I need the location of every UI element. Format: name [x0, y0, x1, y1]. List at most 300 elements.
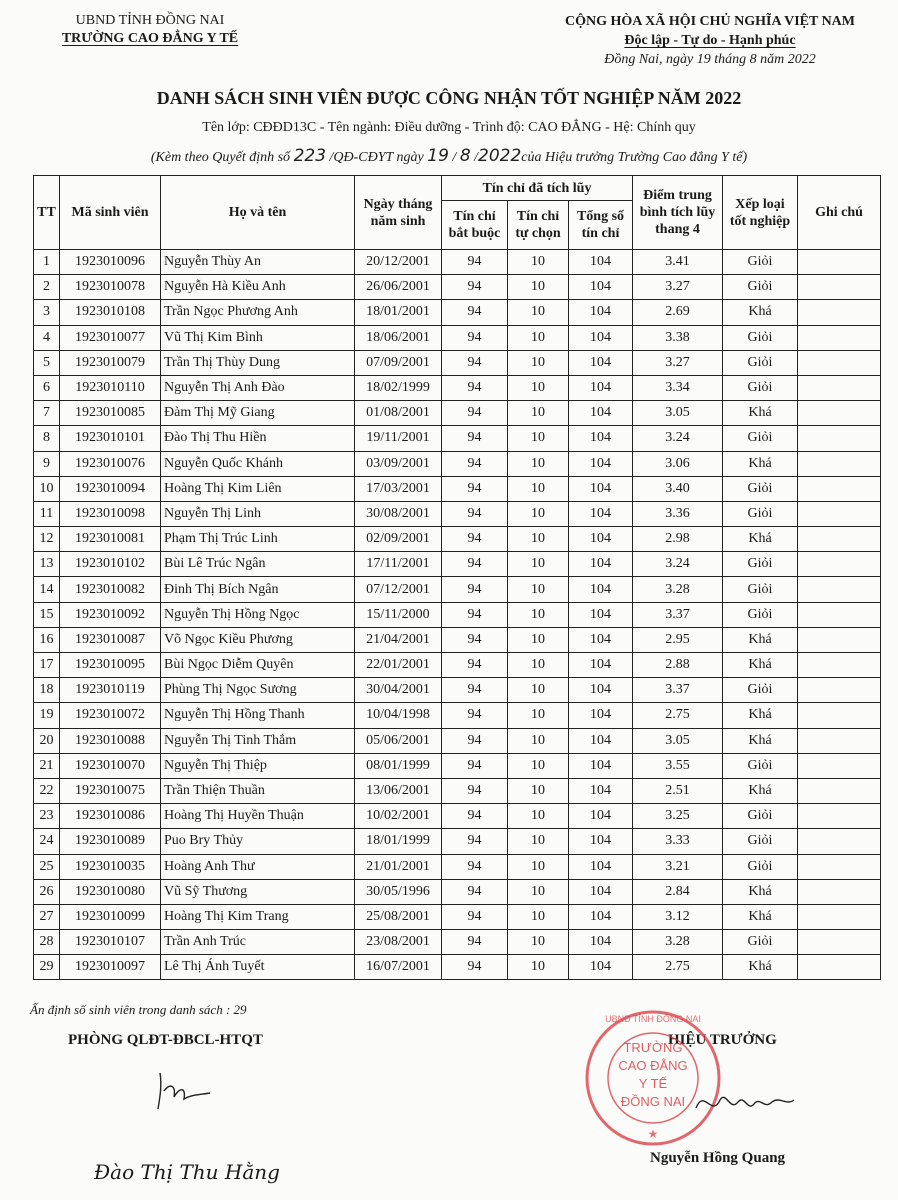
- full-name-cell: Vũ Sỹ Thương: [161, 879, 355, 904]
- full-name-cell: Trần Ngọc Phương Anh: [161, 300, 355, 325]
- issuer-block: [20, 12, 280, 48]
- credits-elective-cell: 10: [508, 653, 569, 678]
- credits-total-cell: 104: [569, 426, 633, 451]
- graduate-table: [33, 175, 881, 980]
- student-id-cell: 1923010086: [60, 804, 161, 829]
- credits-elective-cell: 10: [508, 753, 569, 778]
- credits-total-cell: 104: [569, 300, 633, 325]
- credits-required-cell: 94: [442, 829, 508, 854]
- header-tt: TT: [34, 176, 60, 250]
- birth-date-cell: 10/02/2001: [355, 804, 442, 829]
- credits-elective-cell: 10: [508, 300, 569, 325]
- birth-date-cell: 02/09/2001: [355, 527, 442, 552]
- gpa-cell: 3.37: [633, 678, 723, 703]
- credits-elective-cell: 10: [508, 778, 569, 803]
- note-cell: [798, 451, 881, 476]
- credits-required-cell: 94: [442, 753, 508, 778]
- birth-date-cell: 05/06/2001: [355, 728, 442, 753]
- table-body: [34, 250, 881, 980]
- tt-cell: 12: [34, 527, 60, 552]
- student-id-cell: 1923010035: [60, 854, 161, 879]
- rank-cell: Giỏi: [723, 426, 798, 451]
- gpa-cell: 3.25: [633, 804, 723, 829]
- table-row: [34, 778, 881, 803]
- credits-required-cell: 94: [442, 401, 508, 426]
- birth-date-cell: 10/04/1998: [355, 703, 442, 728]
- full-name-cell: Nguyễn Thị Hồng Ngọc: [161, 602, 355, 627]
- note-cell: [798, 300, 881, 325]
- table-row: [34, 678, 881, 703]
- gpa-cell: 3.27: [633, 350, 723, 375]
- note-cell: [798, 904, 881, 929]
- credits-required-cell: 94: [442, 250, 508, 275]
- credits-elective-cell: 10: [508, 451, 569, 476]
- credits-elective-cell: 10: [508, 804, 569, 829]
- birth-date-cell: 18/01/2001: [355, 300, 442, 325]
- credits-elective-cell: 10: [508, 275, 569, 300]
- student-id-cell: 1923010075: [60, 778, 161, 803]
- rank-cell: Giỏi: [723, 829, 798, 854]
- table-row: [34, 375, 881, 400]
- gpa-cell: 2.51: [633, 778, 723, 803]
- gpa-cell: 3.28: [633, 577, 723, 602]
- tt-cell: 22: [34, 778, 60, 803]
- rank-cell: Giỏi: [723, 854, 798, 879]
- birth-date-cell: 13/06/2001: [355, 778, 442, 803]
- full-name-cell: Hoàng Thị Kim Liên: [161, 476, 355, 501]
- table-row: [34, 350, 881, 375]
- student-id-cell: 1923010085: [60, 401, 161, 426]
- table-row: [34, 955, 881, 980]
- rank-cell: Giỏi: [723, 552, 798, 577]
- table-row: [34, 879, 881, 904]
- birth-date-cell: 23/08/2001: [355, 930, 442, 955]
- credits-required-cell: 94: [442, 375, 508, 400]
- gpa-cell: 2.84: [633, 879, 723, 904]
- decision-prefix: (Kèm theo Quyết định số: [150, 150, 291, 165]
- credits-required-cell: 94: [442, 602, 508, 627]
- table-row: [34, 829, 881, 854]
- rank-cell: Khá: [723, 527, 798, 552]
- credits-required-cell: 94: [442, 577, 508, 602]
- note-cell: [798, 955, 881, 980]
- credits-required-cell: 94: [442, 955, 508, 980]
- note-cell: [798, 627, 881, 652]
- student-id-cell: 1923010098: [60, 501, 161, 526]
- tt-cell: 25: [34, 854, 60, 879]
- tt-cell: 10: [34, 476, 60, 501]
- gpa-cell: 3.38: [633, 325, 723, 350]
- credits-total-cell: 104: [569, 451, 633, 476]
- credits-elective-cell: 10: [508, 703, 569, 728]
- credits-required-cell: 94: [442, 930, 508, 955]
- tt-cell: 21: [34, 753, 60, 778]
- note-cell: [798, 577, 881, 602]
- credits-total-cell: 104: [569, 627, 633, 652]
- student-id-cell: 1923010078: [60, 275, 161, 300]
- full-name-cell: Nguyễn Thị Hồng Thanh: [161, 703, 355, 728]
- credits-required-cell: 94: [442, 300, 508, 325]
- note-cell: [798, 325, 881, 350]
- birth-date-cell: 30/05/1996: [355, 879, 442, 904]
- gpa-cell: 2.88: [633, 653, 723, 678]
- rank-cell: Khá: [723, 703, 798, 728]
- table-row: [34, 501, 881, 526]
- rank-cell: Khá: [723, 728, 798, 753]
- svg-text:Y TẾ: Y TẾ: [638, 1076, 668, 1091]
- birth-date-cell: 25/08/2001: [355, 904, 442, 929]
- student-id-cell: 1923010081: [60, 527, 161, 552]
- full-name-cell: Nguyễn Quốc Khánh: [161, 451, 355, 476]
- note-cell: [798, 728, 881, 753]
- birth-date-cell: 07/09/2001: [355, 350, 442, 375]
- credits-total-cell: 104: [569, 375, 633, 400]
- credits-required-cell: 94: [442, 350, 508, 375]
- date-line: Đồng Nai, ngày 19 tháng 8 năm 2022: [604, 52, 816, 67]
- student-id-cell: 1923010077: [60, 325, 161, 350]
- credits-elective-cell: 10: [508, 678, 569, 703]
- table-row: [34, 401, 881, 426]
- credits-total-cell: 104: [569, 250, 633, 275]
- table-row: [34, 627, 881, 652]
- table-row: [34, 804, 881, 829]
- birth-date-cell: 26/06/2001: [355, 275, 442, 300]
- credits-total-cell: 104: [569, 804, 633, 829]
- full-name-cell: Bùi Ngọc Diễm Quyên: [161, 653, 355, 678]
- full-name-cell: Puo Bry Thủy: [161, 829, 355, 854]
- table-row: [34, 476, 881, 501]
- birth-date-cell: 17/03/2001: [355, 476, 442, 501]
- full-name-cell: Hoàng Thị Huyền Thuận: [161, 804, 355, 829]
- birth-date-cell: 15/11/2000: [355, 602, 442, 627]
- credits-total-cell: 104: [569, 501, 633, 526]
- credits-total-cell: 104: [569, 325, 633, 350]
- tt-cell: 14: [34, 577, 60, 602]
- tt-cell: 15: [34, 602, 60, 627]
- rank-cell: Giỏi: [723, 804, 798, 829]
- credits-required-cell: 94: [442, 627, 508, 652]
- table-row: [34, 728, 881, 753]
- svg-text:ĐỒNG NAI: ĐỒNG NAI: [620, 1094, 686, 1109]
- rank-cell: Giỏi: [723, 350, 798, 375]
- rank-cell: Khá: [723, 778, 798, 803]
- gpa-cell: 3.27: [633, 275, 723, 300]
- full-name-cell: Nguyễn Hà Kiều Anh: [161, 275, 355, 300]
- header-full-name: Họ và tên: [161, 176, 355, 250]
- decision-suffix: của Hiệu trưởng Trường Cao đẳng Y tế): [521, 150, 748, 165]
- full-name-cell: Phạm Thị Trúc Linh: [161, 527, 355, 552]
- student-id-cell: 1923010099: [60, 904, 161, 929]
- birth-date-cell: 21/01/2001: [355, 854, 442, 879]
- birth-date-cell: 16/07/2001: [355, 955, 442, 980]
- student-id-cell: 1923010107: [60, 930, 161, 955]
- credits-elective-cell: 10: [508, 930, 569, 955]
- tt-cell: 5: [34, 350, 60, 375]
- credits-total-cell: 104: [569, 703, 633, 728]
- full-name-cell: Nguyễn Thị Linh: [161, 501, 355, 526]
- student-id-cell: 1923010080: [60, 879, 161, 904]
- rank-cell: Giỏi: [723, 476, 798, 501]
- credits-required-cell: 94: [442, 501, 508, 526]
- birth-date-cell: 08/01/1999: [355, 753, 442, 778]
- header-note: Ghi chú: [798, 176, 881, 250]
- decision-number: 223: [293, 146, 327, 166]
- table-row: [34, 250, 881, 275]
- tt-cell: 19: [34, 703, 60, 728]
- credits-required-cell: 94: [442, 678, 508, 703]
- gpa-cell: 3.24: [633, 426, 723, 451]
- note-cell: [798, 426, 881, 451]
- issuer-school: TRƯỜNG CAO ĐẲNG Y TẾ: [61, 31, 239, 46]
- tt-cell: 13: [34, 552, 60, 577]
- rank-cell: Khá: [723, 627, 798, 652]
- header-rank: Xếp loại tốt nghiệp: [723, 176, 798, 250]
- full-name-cell: Phùng Thị Ngọc Sương: [161, 678, 355, 703]
- table-row: [34, 854, 881, 879]
- credits-elective-cell: 10: [508, 854, 569, 879]
- student-id-cell: 1923010097: [60, 955, 161, 980]
- department-title: PHÒNG QLĐT-ĐBCL-HTQT: [68, 1032, 263, 1048]
- note-cell: [798, 527, 881, 552]
- credits-elective-cell: 10: [508, 325, 569, 350]
- rank-cell: Giỏi: [723, 501, 798, 526]
- table-row: [34, 426, 881, 451]
- tt-cell: 20: [34, 728, 60, 753]
- country-name: CỘNG HÒA XÃ HỘI CHỦ NGHĨA VIỆT NAM: [564, 14, 855, 29]
- credits-total-cell: 104: [569, 930, 633, 955]
- full-name-cell: Nguyễn Thùy An: [161, 250, 355, 275]
- tt-cell: 3: [34, 300, 60, 325]
- tt-cell: 17: [34, 653, 60, 678]
- credits-total-cell: 104: [569, 678, 633, 703]
- full-name-cell: Đào Thị Thu Hiền: [161, 426, 355, 451]
- gpa-cell: 3.34: [633, 375, 723, 400]
- table-row: [34, 653, 881, 678]
- rank-cell: Giỏi: [723, 375, 798, 400]
- header-credits-group: Tín chỉ đã tích lũy: [442, 176, 633, 201]
- credits-total-cell: 104: [569, 728, 633, 753]
- credits-total-cell: 104: [569, 577, 633, 602]
- birth-date-cell: 18/06/2001: [355, 325, 442, 350]
- birth-date-cell: 30/08/2001: [355, 501, 442, 526]
- credits-total-cell: 104: [569, 879, 633, 904]
- principal-title: HIỆU TRƯỞNG: [668, 1032, 777, 1048]
- header-birth-date: Ngày tháng năm sinh: [355, 176, 442, 250]
- rank-cell: Giỏi: [723, 577, 798, 602]
- student-id-cell: 1923010096: [60, 250, 161, 275]
- birth-date-cell: 20/12/2001: [355, 250, 442, 275]
- dept-signature: [150, 1065, 220, 1115]
- table-row: [34, 552, 881, 577]
- gpa-cell: 2.75: [633, 703, 723, 728]
- tt-cell: 11: [34, 501, 60, 526]
- rank-cell: Giỏi: [723, 275, 798, 300]
- student-id-cell: 1923010110: [60, 375, 161, 400]
- header-credits-required: Tín chỉ bắt buộc: [442, 201, 508, 250]
- gpa-cell: 3.05: [633, 401, 723, 426]
- dept-signer-name: Đào Thị Thu Hằng: [94, 1160, 280, 1184]
- credits-required-cell: 94: [442, 804, 508, 829]
- gpa-cell: 3.40: [633, 476, 723, 501]
- note-cell: [798, 930, 881, 955]
- credits-required-cell: 94: [442, 879, 508, 904]
- credits-elective-cell: 10: [508, 250, 569, 275]
- credits-total-cell: 104: [569, 476, 633, 501]
- credits-elective-cell: 10: [508, 476, 569, 501]
- tt-cell: 28: [34, 930, 60, 955]
- birth-date-cell: 22/01/2001: [355, 653, 442, 678]
- credits-elective-cell: 10: [508, 602, 569, 627]
- credits-total-cell: 104: [569, 275, 633, 300]
- rank-cell: Giỏi: [723, 678, 798, 703]
- note-cell: [798, 829, 881, 854]
- header-student-id: Mã sinh viên: [60, 176, 161, 250]
- tt-cell: 18: [34, 678, 60, 703]
- credits-total-cell: 104: [569, 955, 633, 980]
- full-name-cell: Đàm Thị Mỹ Giang: [161, 401, 355, 426]
- credits-elective-cell: 10: [508, 879, 569, 904]
- credits-elective-cell: 10: [508, 829, 569, 854]
- full-name-cell: Vũ Thị Kim Bình: [161, 325, 355, 350]
- note-cell: [798, 703, 881, 728]
- student-id-cell: 1923010095: [60, 653, 161, 678]
- tt-cell: 26: [34, 879, 60, 904]
- svg-text:CAO ĐẲNG: CAO ĐẲNG: [618, 1058, 688, 1073]
- note-cell: [798, 753, 881, 778]
- rank-cell: Giỏi: [723, 753, 798, 778]
- tt-cell: 24: [34, 829, 60, 854]
- tt-cell: 9: [34, 451, 60, 476]
- full-name-cell: Đinh Thị Bích Ngân: [161, 577, 355, 602]
- header-credits-elective: Tín chỉ tự chọn: [508, 201, 569, 250]
- birth-date-cell: 21/04/2001: [355, 627, 442, 652]
- student-id-cell: 1923010108: [60, 300, 161, 325]
- note-cell: [798, 653, 881, 678]
- student-id-cell: 1923010072: [60, 703, 161, 728]
- rank-cell: Khá: [723, 401, 798, 426]
- student-id-cell: 1923010102: [60, 552, 161, 577]
- student-id-cell: 1923010088: [60, 728, 161, 753]
- decision-reference: [0, 146, 898, 166]
- birth-date-cell: 17/11/2001: [355, 552, 442, 577]
- tt-cell: 8: [34, 426, 60, 451]
- credits-total-cell: 104: [569, 602, 633, 627]
- credits-required-cell: 94: [442, 653, 508, 678]
- credits-elective-cell: 10: [508, 728, 569, 753]
- rank-cell: Giỏi: [723, 930, 798, 955]
- note-cell: [798, 879, 881, 904]
- note-cell: [798, 275, 881, 300]
- gpa-cell: 3.28: [633, 930, 723, 955]
- gpa-cell: 3.21: [633, 854, 723, 879]
- svg-text:★: ★: [647, 1127, 659, 1141]
- student-id-cell: 1923010070: [60, 753, 161, 778]
- credits-elective-cell: 10: [508, 627, 569, 652]
- credits-required-cell: 94: [442, 325, 508, 350]
- credits-elective-cell: 10: [508, 527, 569, 552]
- full-name-cell: Bùi Lê Trúc Ngân: [161, 552, 355, 577]
- rank-cell: Khá: [723, 451, 798, 476]
- full-name-cell: Nguyễn Thị Anh Đào: [161, 375, 355, 400]
- note-cell: [798, 476, 881, 501]
- national-motto-block: [540, 12, 880, 69]
- table-row: [34, 451, 881, 476]
- full-name-cell: Võ Ngọc Kiều Phương: [161, 627, 355, 652]
- table-row: [34, 325, 881, 350]
- rank-cell: Khá: [723, 300, 798, 325]
- rank-cell: Giỏi: [723, 325, 798, 350]
- credits-required-cell: 94: [442, 552, 508, 577]
- gpa-cell: 3.12: [633, 904, 723, 929]
- credits-total-cell: 104: [569, 904, 633, 929]
- student-id-cell: 1923010079: [60, 350, 161, 375]
- gpa-cell: 3.24: [633, 552, 723, 577]
- svg-text:UBND TỈNH ĐỒNG NAI: UBND TỈNH ĐỒNG NAI: [605, 1014, 701, 1024]
- credits-elective-cell: 10: [508, 904, 569, 929]
- full-name-cell: Hoàng Anh Thư: [161, 854, 355, 879]
- credits-elective-cell: 10: [508, 426, 569, 451]
- decision-sep1: /: [452, 150, 457, 165]
- gpa-cell: 3.05: [633, 728, 723, 753]
- credits-required-cell: 94: [442, 904, 508, 929]
- birth-date-cell: 18/01/1999: [355, 829, 442, 854]
- birth-date-cell: 07/12/2001: [355, 577, 442, 602]
- credits-required-cell: 94: [442, 854, 508, 879]
- table-row: [34, 753, 881, 778]
- principal-signer-name: Nguyễn Hồng Quang: [650, 1150, 786, 1166]
- credits-required-cell: 94: [442, 275, 508, 300]
- full-name-cell: Trần Anh Trúc: [161, 930, 355, 955]
- gpa-cell: 3.36: [633, 501, 723, 526]
- credits-required-cell: 94: [442, 703, 508, 728]
- full-name-cell: Nguyễn Thị Thiệp: [161, 753, 355, 778]
- note-cell: [798, 854, 881, 879]
- credits-required-cell: 94: [442, 426, 508, 451]
- note-cell: [798, 678, 881, 703]
- full-name-cell: Hoàng Thị Kim Trang: [161, 904, 355, 929]
- note-cell: [798, 804, 881, 829]
- gpa-cell: 2.69: [633, 300, 723, 325]
- birth-date-cell: 18/02/1999: [355, 375, 442, 400]
- credits-required-cell: 94: [442, 527, 508, 552]
- credits-required-cell: 94: [442, 728, 508, 753]
- table-row: [34, 527, 881, 552]
- table-row: [34, 300, 881, 325]
- gpa-cell: 2.75: [633, 955, 723, 980]
- birth-date-cell: 30/04/2001: [355, 678, 442, 703]
- student-id-cell: 1923010087: [60, 627, 161, 652]
- issuer-authority: UBND TỈNH ĐỒNG NAI: [75, 13, 225, 28]
- tt-cell: 1: [34, 250, 60, 275]
- tt-cell: 29: [34, 955, 60, 980]
- decision-year: 2022: [478, 146, 522, 166]
- student-id-cell: 1923010082: [60, 577, 161, 602]
- note-cell: [798, 350, 881, 375]
- note-cell: [798, 552, 881, 577]
- birth-date-cell: 03/09/2001: [355, 451, 442, 476]
- student-id-cell: 1923010076: [60, 451, 161, 476]
- decision-mid: /QĐ-CĐYT ngày: [329, 150, 424, 165]
- document-title: DANH SÁCH SINH VIÊN ĐƯỢC CÔNG NHẬN TỐT NGHIỆP NĂM 2022: [156, 88, 742, 108]
- decision-month: 8: [459, 146, 471, 166]
- tt-cell: 6: [34, 375, 60, 400]
- credits-elective-cell: 10: [508, 552, 569, 577]
- header-gpa: Điểm trung bình tích lũy thang 4: [633, 176, 723, 250]
- full-name-cell: Lê Thị Ánh Tuyết: [161, 955, 355, 980]
- gpa-cell: 3.37: [633, 602, 723, 627]
- credits-elective-cell: 10: [508, 501, 569, 526]
- birth-date-cell: 01/08/2001: [355, 401, 442, 426]
